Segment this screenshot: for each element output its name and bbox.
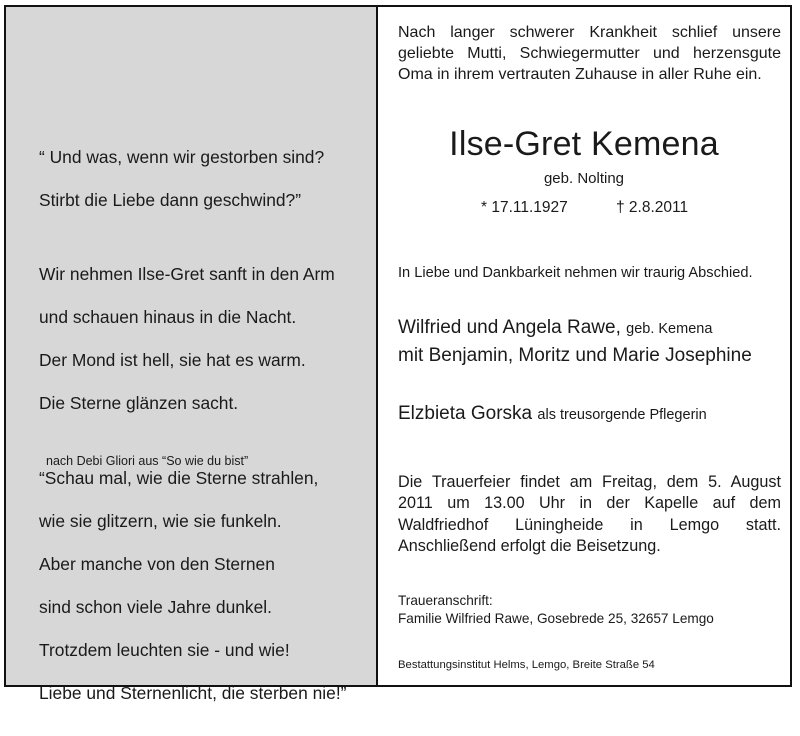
- obituary-frame: [4, 5, 792, 703]
- poem-line: Stirbt die Liebe dann geschwind?”: [39, 189, 301, 210]
- poem-line: und schauen hinaus in die Nacht.: [39, 307, 297, 327]
- intro-line: geliebte Mutti, Schwiegermutter und herzensgute: [398, 45, 781, 62]
- poem-line: Liebe und Sternenlicht, die sterben nie!”: [39, 682, 347, 703]
- poem-line: Die Sterne glänzen sacht.: [39, 393, 239, 413]
- service-line: Waldfriedhof Lüningheide in Lemgo statt.: [398, 515, 781, 534]
- intro-line: Oma in ihrem vertrauten Zuhause in aller Ruhe ein.: [398, 66, 762, 83]
- poem-line: wie sie glitzern, wie sie funkeln.: [39, 510, 282, 531]
- service-line: Anschließend erfolgt die Beisetzung.: [398, 536, 661, 555]
- farewell-text: In Liebe und Dankbarkeit nehmen wir traurig Abschied.: [398, 265, 753, 281]
- poem-stanza-3: [39, 446, 369, 726]
- poem-stanza-2: [39, 243, 369, 437]
- mourning-address: Familie Wilfried Rawe, Gosebrede 25, 32657 Lemgo: [398, 611, 714, 626]
- poem-line: sind schon viele Jahre dunkel.: [39, 596, 272, 617]
- poem-line: Wir nehmen Ilse-Gret sanft in den Arm: [39, 264, 335, 284]
- address-label: Traueranschrift:: [398, 593, 493, 608]
- service-text: [398, 472, 781, 557]
- family-maiden-name: geb. Kemena: [626, 321, 713, 337]
- death-date: † 2.8.2011: [616, 199, 689, 216]
- family-names: Wilfried und Angela Rawe,: [398, 317, 621, 338]
- birth-name: geb. Nolting: [543, 170, 625, 187]
- carer-note: als treusorgende Pflegerin: [537, 407, 707, 423]
- poem-line: “Schau mal, wie die Sterne strahlen,: [39, 467, 319, 488]
- poem-source: nach Debi Gliori aus “So wie du bist”: [46, 454, 249, 468]
- birth-date: * 17.11.1927: [481, 199, 568, 216]
- family-line-1: [398, 317, 712, 339]
- poem: [39, 125, 369, 736]
- poem-line: Trotzdem leuchten sie - und wie!: [39, 639, 290, 660]
- service-line: Die Trauerfeier findet am Freitag, dem 5. August: [398, 473, 781, 491]
- deceased-name: Ilse-Gret Kemena: [449, 125, 719, 163]
- poem-line: “ Und was, wenn wir gestorben sind?: [39, 146, 325, 167]
- service-line: 2011 um 13.00 Uhr in der Kapelle auf dem: [398, 494, 781, 513]
- poem-line: Der Mond ist hell, sie hat es warm.: [39, 350, 306, 370]
- intro-line: Nach langer schwerer Krankheit schlief unsere: [398, 24, 781, 41]
- poem-panel: [6, 7, 378, 703]
- carer-name: Elzbieta Gorska: [398, 403, 533, 424]
- intro-text: [398, 22, 781, 85]
- carer-line: [398, 403, 707, 425]
- poem-line: Aber manche von den Sternen: [39, 553, 275, 574]
- family-line-2: mit Benjamin, Moritz und Marie Josephine: [398, 345, 752, 366]
- funeral-home: Bestattungsinstitut Helms, Lemgo, Breite Straße 54: [398, 659, 655, 671]
- notice-panel: [378, 7, 790, 685]
- poem-stanza-1: [39, 125, 369, 233]
